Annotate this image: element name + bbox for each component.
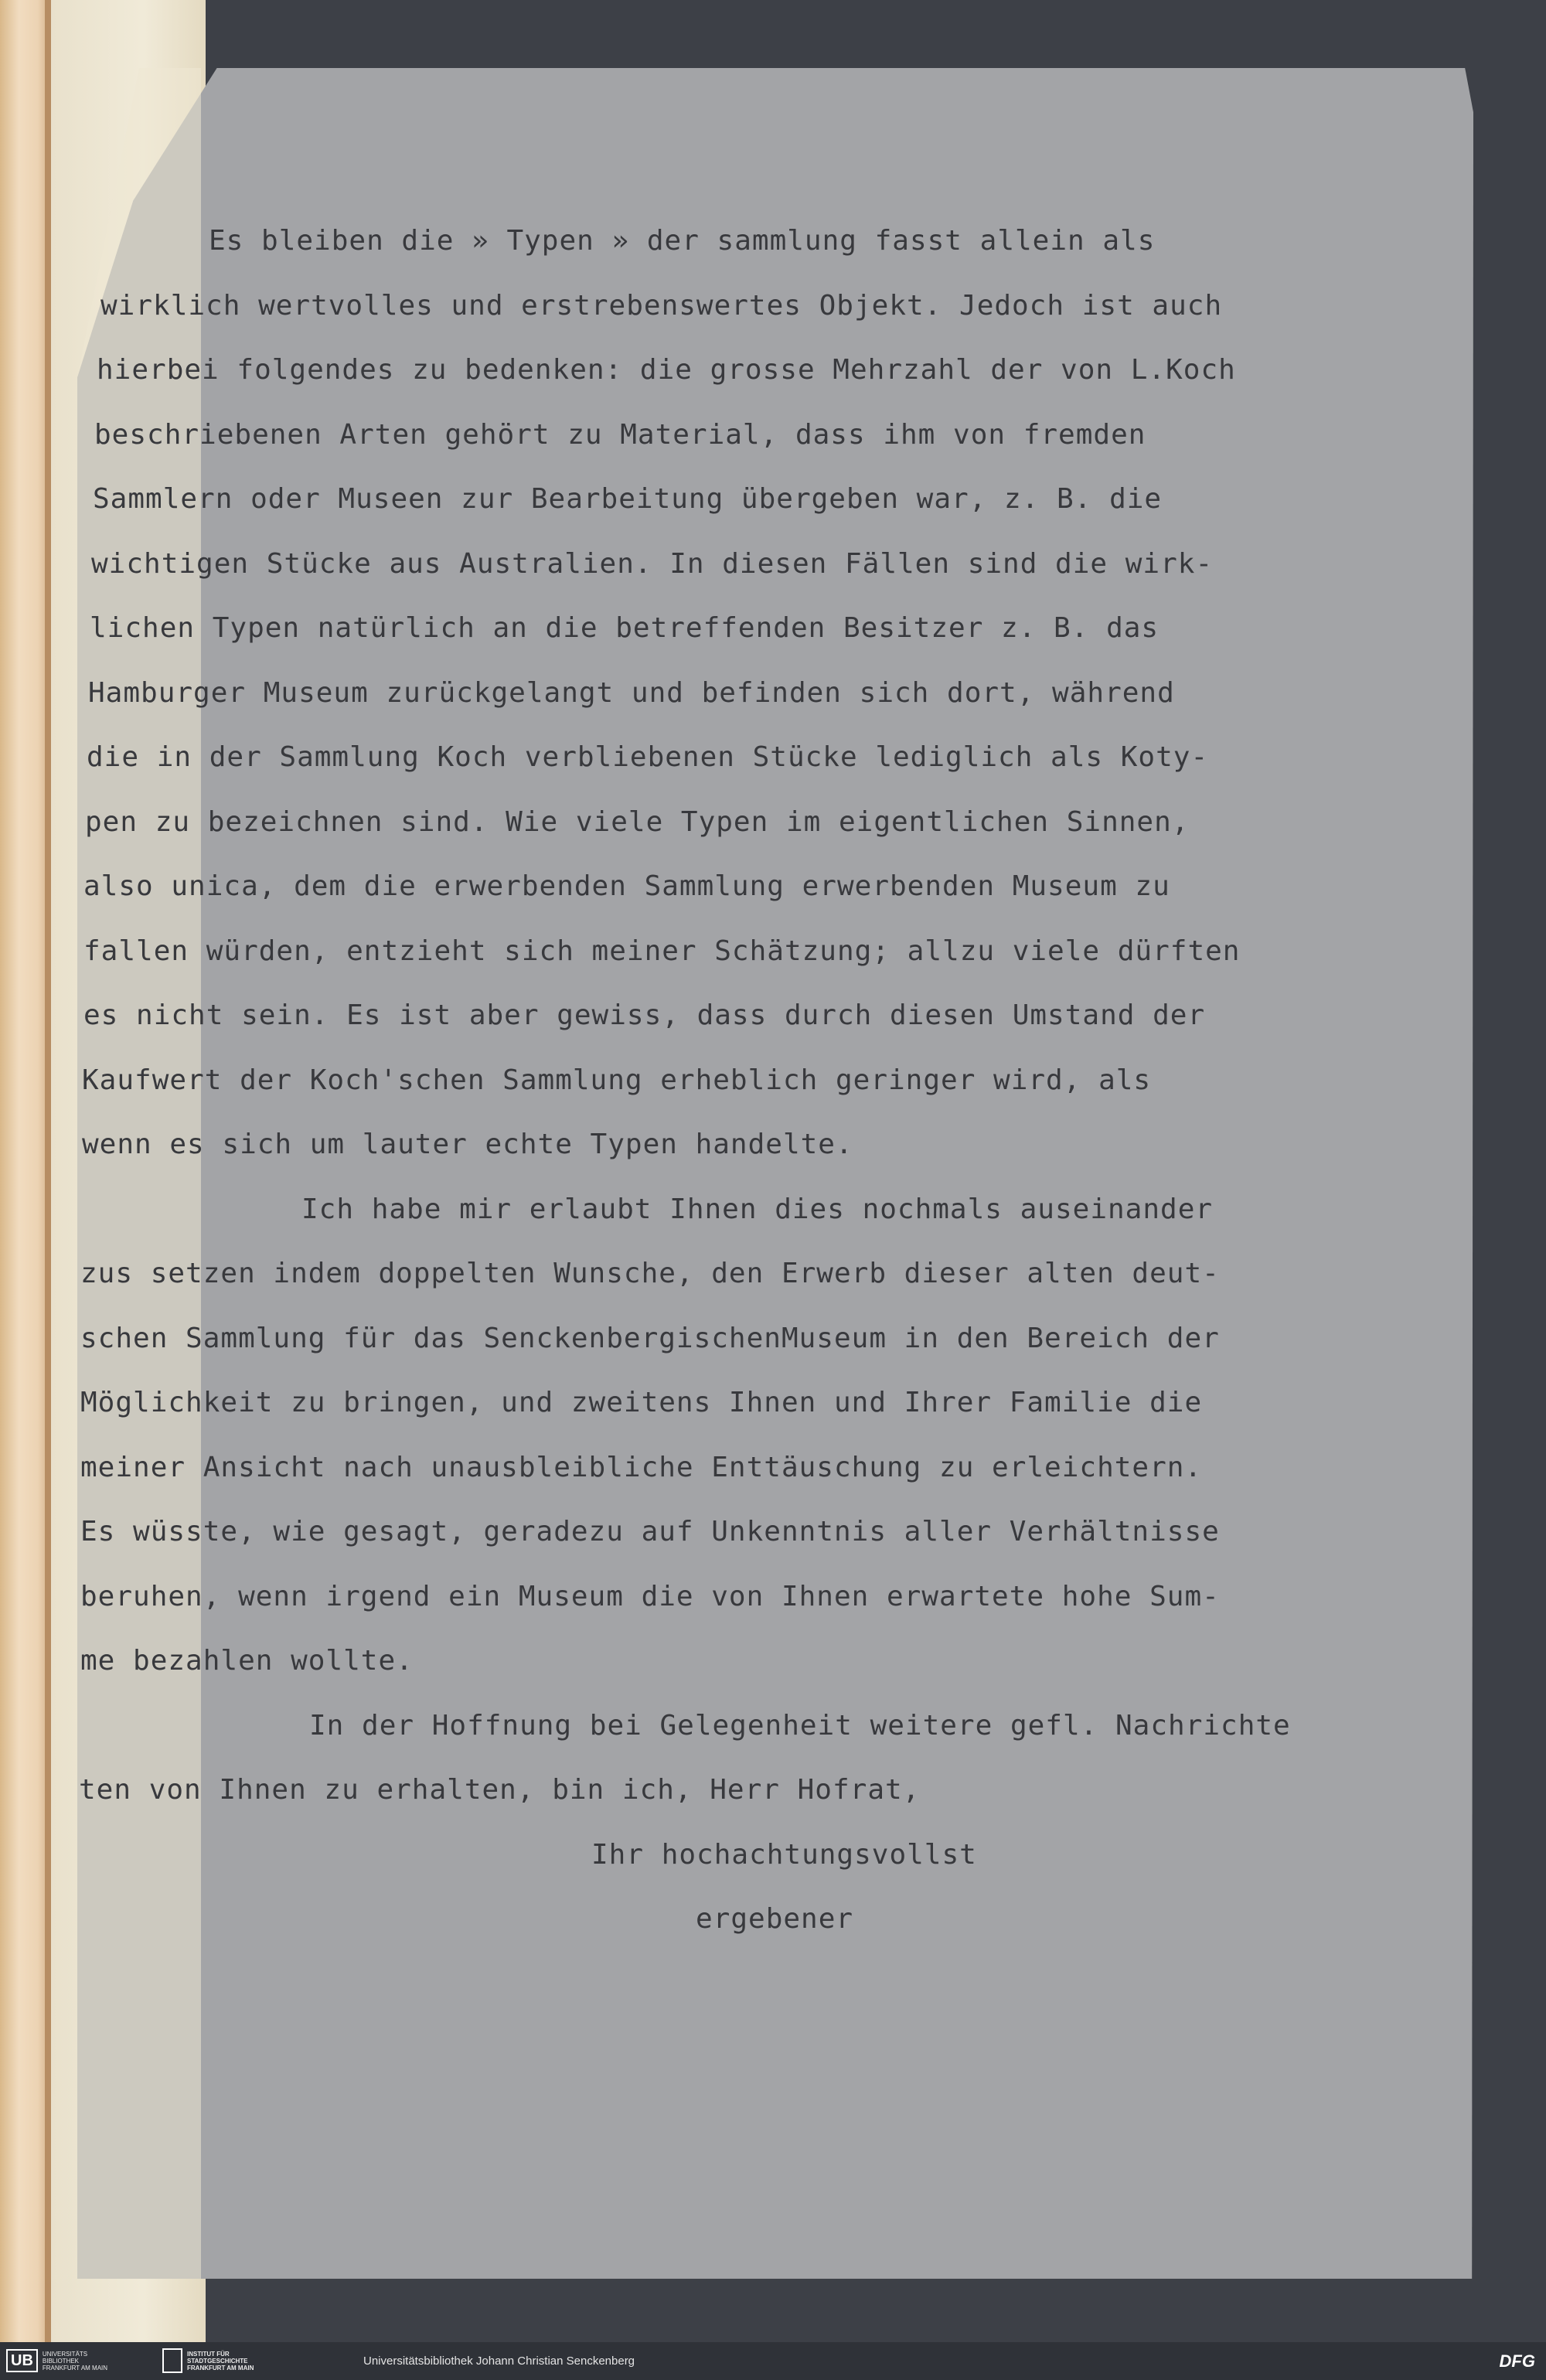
ifs-logo xyxy=(162,2348,288,2373)
text-line: wirklich wertvolles und erstrebenswertes Objekt. Jedoch ist auch xyxy=(100,289,1223,322)
text-line: beruhen, wenn irgend ein Museum die von Ihnen erwartete hohe Sum- xyxy=(80,1580,1220,1612)
text-line: Es wüsste, wie gesagt, geradezu auf Unkenntnis aller Verhältnisse xyxy=(80,1516,1220,1548)
text-line: pen zu bezeichnen sind. Wie viele Typen im eigentlichen Sinnen, xyxy=(85,805,1190,838)
text-line: hierbei folgendes zu bedenken: die grosse Mehrzahl der von L.Koch xyxy=(97,354,1236,386)
text-line: In der Hoffnung bei Gelegenheit weitere gefl. Nachrichte xyxy=(309,1709,1291,1742)
ub-text: UNIVERSITÄTS BIBLIOTHEK FRANKFURT AM MAIN xyxy=(42,2350,108,2371)
credit-text: Universitätsbibliothek Johann Christian Senckenberg xyxy=(363,2354,635,2368)
ifs-mark-icon xyxy=(162,2348,182,2373)
text-line: wichtigen Stücke aus Australien. In diesen Fällen sind die wirk- xyxy=(91,547,1214,580)
text-line: Ich habe mir erlaubt Ihnen dies nochmals auseinander xyxy=(301,1193,1214,1225)
text-line: die in der Sammlung Koch verbliebenen Stücke lediglich als Koty- xyxy=(87,741,1209,773)
text-line: Es bleiben die » Typen » der sammlung fasst allein als xyxy=(209,225,1156,257)
text-line: me bezahlen wollte. xyxy=(80,1645,414,1677)
text-line: schen Sammlung für das SenckenbergischenMuseum in den Bereich der xyxy=(80,1322,1220,1354)
text-line: lichen Typen natürlich an die betreffenden Besitzer z. B. das xyxy=(90,612,1160,644)
text-line: also unica, dem die erwerbenden Sammlung erwerbenden Museum zu xyxy=(83,870,1170,902)
text-line: ten von Ihnen zu erhalten, bin ich, Herr Hofrat, xyxy=(79,1774,921,1806)
footer-bar xyxy=(0,2342,1546,2380)
text-line: Sammlern oder Museen zur Bearbeitung übergeben war, z. B. die xyxy=(93,483,1163,515)
dfg-logo: DFG xyxy=(1499,2351,1535,2371)
closing-line: Ihr hochachtungsvollst xyxy=(591,1838,977,1871)
closing-line: ergebener xyxy=(696,1903,854,1935)
text-line: wenn es sich um lauter echte Typen handelte. xyxy=(82,1129,853,1160)
text-line: es nicht sein. Es ist aber gewiss, dass durch diesen Umstand der xyxy=(83,999,1206,1031)
text-line: zus setzen indem doppelten Wunsche, den Erwerb dieser alten deut- xyxy=(80,1258,1220,1289)
letter-body xyxy=(77,209,1461,1952)
ub-mark: UB xyxy=(6,2349,38,2372)
text-line: Hamburger Museum zurückgelangt und befinden sich dort, während xyxy=(88,676,1175,709)
text-line: meiner Ansicht nach unausbleibliche Enttäuschung zu erleichtern. xyxy=(80,1451,1203,1483)
ifs-text: INSTITUT FÜR STADTGESCHICHTE FRANKFURT AM MAIN xyxy=(187,2350,254,2371)
text-line: Kaufwert der Koch'schen Sammlung erheblich geringer wird, als xyxy=(82,1064,1152,1096)
text-line: beschriebenen Arten gehört zu Material, dass ihm von fremden xyxy=(94,418,1146,451)
text-line: fallen würden, entzieht sich meiner Schätzung; allzu viele dürften xyxy=(83,935,1241,967)
ub-logo xyxy=(6,2348,112,2373)
text-line: Möglichkeit zu bringen, und zweitens Ihnen und Ihrer Familie die xyxy=(80,1387,1203,1418)
